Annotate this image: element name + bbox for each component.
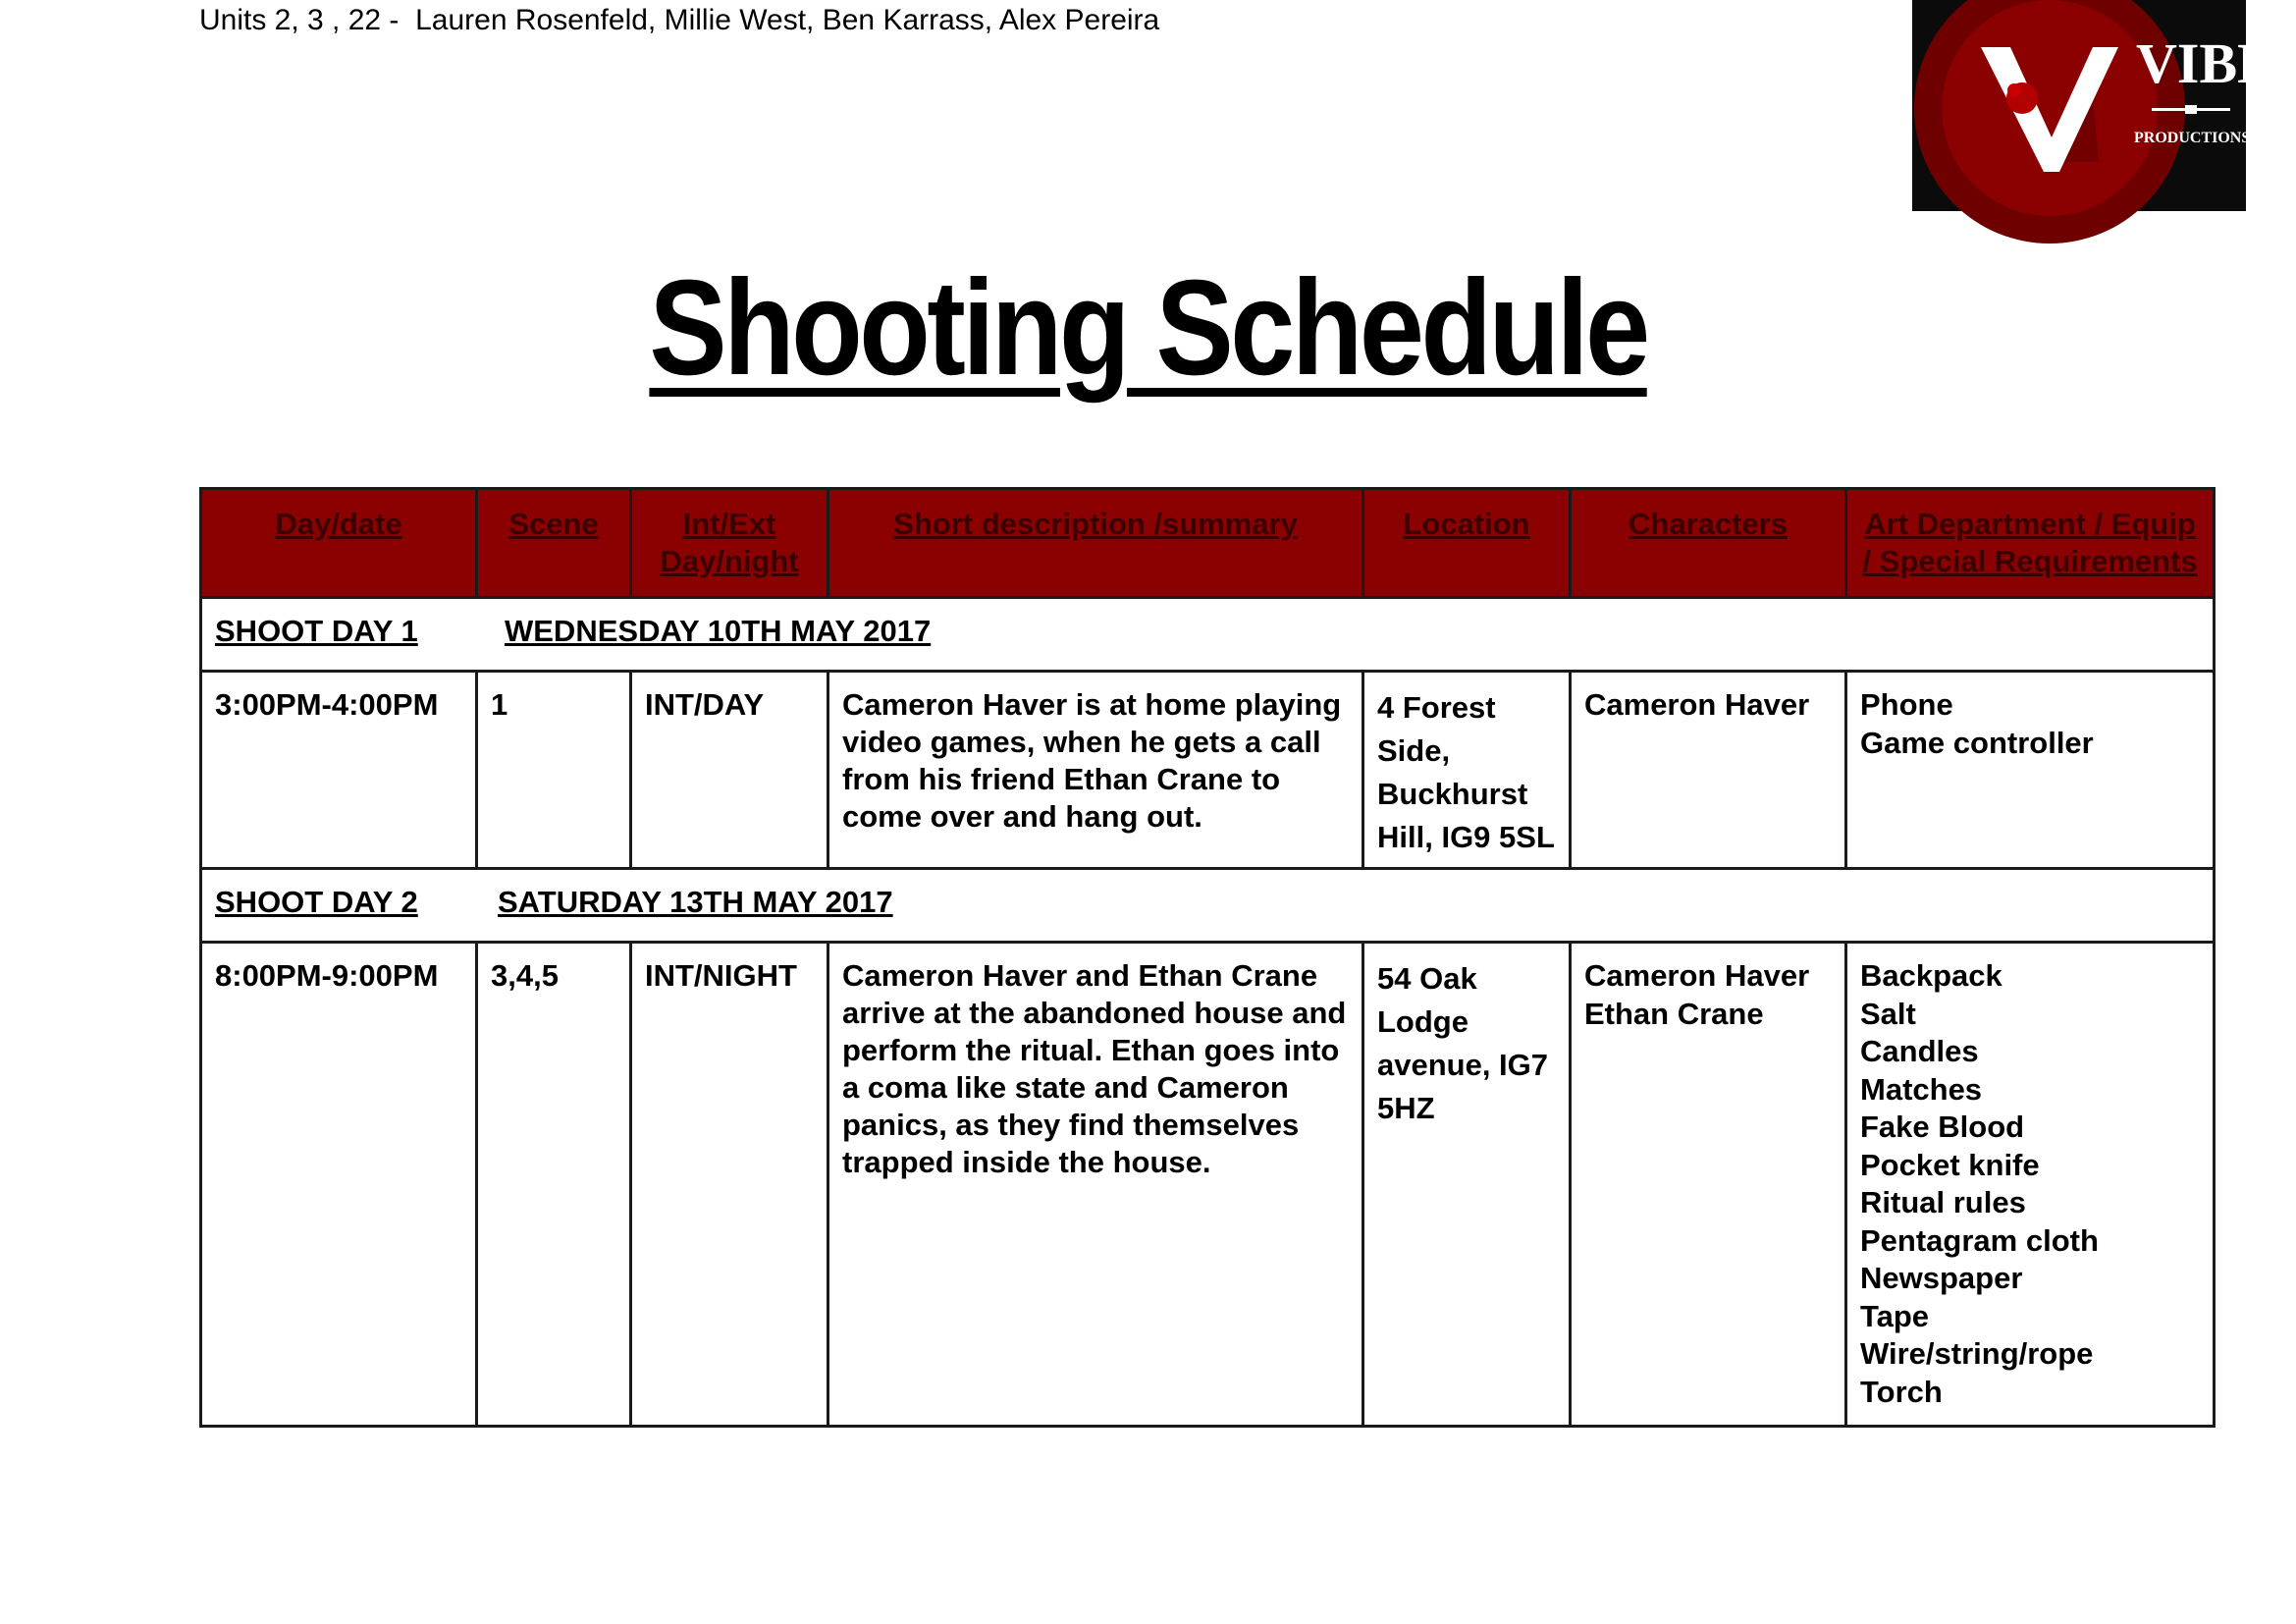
shoot-day-date: SATURDAY 13TH MAY 2017 <box>498 885 893 919</box>
requirement-item: Phone <box>1860 687 1953 722</box>
shooting-schedule-table <box>199 487 2216 1428</box>
location-line: 5HZ <box>1377 1091 1435 1125</box>
cell-time: 3:00PM-4:00PM <box>201 672 477 869</box>
cell-description: Cameron Haver and Ethan Crane arrive at the abandoned house and perform the ritual. Ethan goes into a coma like state and Cameron panics, as they find themselves trapped inside the house. <box>828 943 1363 1427</box>
requirement-item: Game controller <box>1860 725 2094 760</box>
requirement-item: Newspaper <box>1860 1261 2023 1295</box>
location-line: avenue, IG7 <box>1377 1048 1549 1082</box>
requirement-item: Backpack <box>1860 958 2002 993</box>
shoot-day-row <box>201 598 2215 672</box>
logo-text-sub: PRODUCTIONS <box>2134 130 2251 146</box>
table-row <box>201 943 2215 1427</box>
cell-scene: 3,4,5 <box>477 943 631 1427</box>
cell-requirements <box>1846 943 2215 1427</box>
cell-time: 8:00PM-9:00PM <box>201 943 477 1427</box>
requirement-item: Ritual rules <box>1860 1185 2026 1219</box>
table-header-row <box>201 489 2215 598</box>
requirement-item: Salt <box>1860 996 1916 1031</box>
cell-int-ext: INT/NIGHT <box>631 943 828 1427</box>
shoot-day-label: SHOOT DAY 2 <box>215 885 418 919</box>
column-header-int-ext: Int/Ext Day/night <box>631 489 828 598</box>
location-line: 54 Oak Lodge <box>1377 961 1477 1039</box>
cell-requirements <box>1846 672 2215 869</box>
character-name: Cameron Haver <box>1584 687 1810 722</box>
cell-location <box>1363 672 1571 869</box>
cell-scene: 1 <box>477 672 631 869</box>
table-row <box>201 672 2215 869</box>
shoot-day-cell <box>201 598 2215 672</box>
units-line: Units 2, 3 , 22 - Lauren Rosenfeld, Millie West, Ben Karrass, Alex Pereira <box>199 4 1160 36</box>
requirement-item: Torch <box>1860 1374 1943 1409</box>
vibe-productions-logo <box>1912 0 2275 211</box>
requirement-item: Tape <box>1860 1298 1930 1333</box>
requirement-item: Candles <box>1860 1034 1979 1068</box>
cell-description: Cameron Haver is at home playing video games, when he gets a call from his friend Ethan Crane to come over and hang out. <box>828 672 1363 869</box>
shoot-day-row <box>201 869 2215 943</box>
character-name: Cameron Haver <box>1584 958 1810 993</box>
requirement-item: Matches <box>1860 1071 1983 1107</box>
requirement-item: Wire/string/rope <box>1860 1336 2094 1371</box>
requirement-item: Fake Blood <box>1860 1110 2025 1144</box>
character-name: Ethan Crane <box>1584 996 1764 1031</box>
column-header-day-date: Day/date <box>201 489 477 598</box>
location-line: Hill, IG9 5SL <box>1377 820 1555 854</box>
column-header-requirements: Art Department / Equip / Special Requirements <box>1846 489 2215 598</box>
logo-graphic <box>1912 0 2275 211</box>
column-header-location: Location <box>1363 489 1571 598</box>
shoot-day-cell <box>201 869 2215 943</box>
cell-int-ext: INT/DAY <box>631 672 828 869</box>
cell-location <box>1363 943 1571 1427</box>
requirement-item: Pocket knife <box>1860 1147 2040 1182</box>
column-header-scene: Scene <box>477 489 631 598</box>
shoot-day-date: WEDNESDAY 10TH MAY 2017 <box>505 614 932 648</box>
location-line: 4 Forest Side, <box>1377 690 1496 768</box>
cell-characters <box>1571 672 1846 869</box>
column-header-description: Short description /summary <box>828 489 1363 598</box>
cell-characters <box>1571 943 1846 1427</box>
page-title: Shooting Schedule <box>649 252 1647 404</box>
requirement-item: Pentagram cloth <box>1860 1222 2099 1258</box>
location-line: Buckhurst <box>1377 777 1528 811</box>
logo-text-main: VIBE <box>2136 31 2275 95</box>
shoot-day-label: SHOOT DAY 1 <box>215 614 418 648</box>
column-header-characters: Characters <box>1571 489 1846 598</box>
